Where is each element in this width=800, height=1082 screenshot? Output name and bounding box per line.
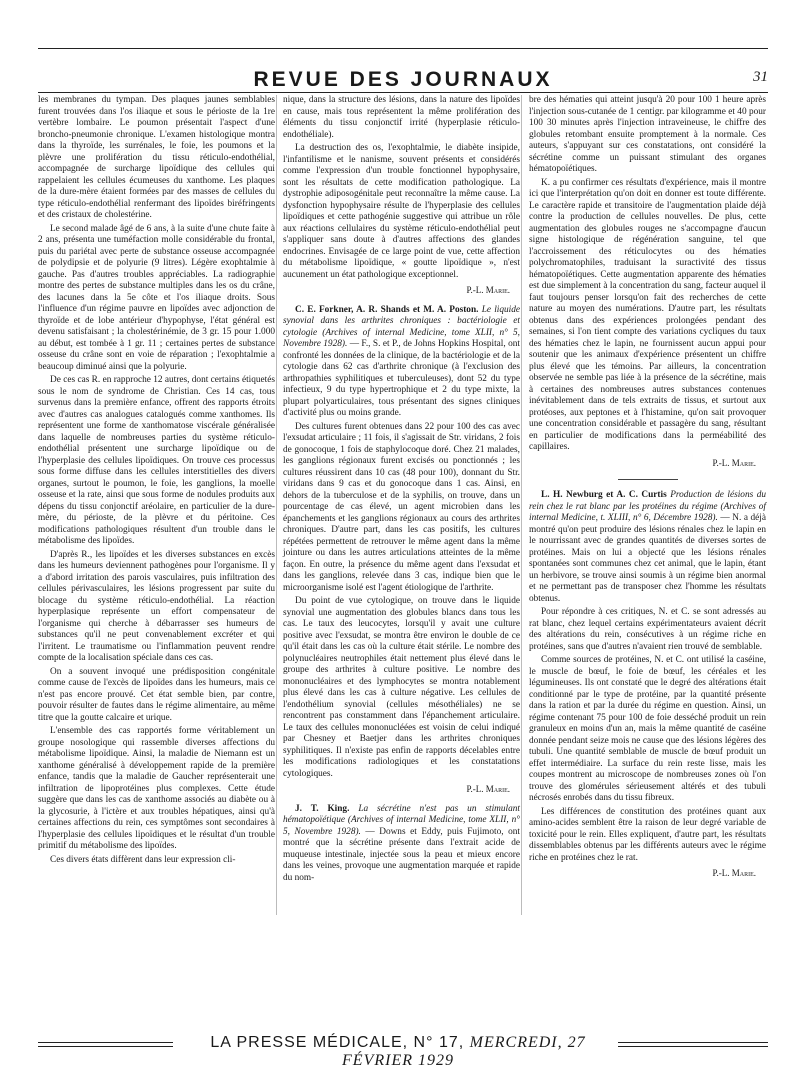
article-forkner bbox=[283, 305, 520, 420]
paragraph: Comme sources de protéines, N. et C. ont utilisé la caséine, le muscle de bœuf, le foie de bœuf, les céréales et les légumineuses. Ils ont constaté que le degré des altérations était conditionné par le type de protéine, par la quantité présente dans la ration et par la durée du régime en question. Ainsi, un régime contenant 75 pour 100 de foie desséché produit un rein granuleux en moins d'un an, mais la même quantité de caséine donnée pendant seize mois ne cause que des lésions légères des tubuli. Une quantité semblable de muscle de bœuf produit un effet intermédiaire. La surface du rein reste lisse, mais les coupes montrent au microscope de nombreuses zones où l'on trouve des glomérules sérieusement altérés et des tubuli nécrosés enrobés dans du tissu fibreux. bbox=[529, 655, 766, 803]
article-newburg bbox=[529, 490, 766, 605]
paragraph: La destruction des os, l'exophtalmie, le diabète insipide, l'infantilisme et le nanisme, souvent présents et considérés comme l'expression d'un trouble fonctionnel hypophysaire, sont les résultats de cette modification pathologique. La dystrophie adiposogénitale peut reconnaître la même cause. La dysfonction hypophysaire résulte de l'hyperplasie des cellules lipoïdiques et cette pathogénie suggestive qui attribue un rôle aux réactions cellulaires du système réticulo-endothélial peut s'appliquer sans doute à d'autres affections des glandes endocrines. Envisagée de ce large point de vue, cette affection du métabolisme lipoïdique, « goutte lipoïdique », n'est aucunement un état pathologique exceptionnel. bbox=[283, 143, 520, 280]
column-3 bbox=[529, 95, 766, 888]
article-source: (Archives of internal Medicine, tome XLII, n° 5, Novembre 1928). bbox=[283, 815, 521, 837]
paragraph: D'après R., les lipoïdes et les diverses substances en excès dans les humeurs deviennent pathogènes pour l'organisme. Il y a d'abord irritation des parois vasculaires, puis infiltration des cellules périvasculaires, les lésions progressent par suite du blocage du système réticulo-endothélial. La réaction hyperplasique représente un effort compensateur de l'organisme qui cherche à débarrasser ses humeurs de substances qu'il ne peut convenablement excréter et qui l'irritent. Le traumatisme ou l'inflammation peuvent rendre compte de la localisation spéciale dans ces cas. bbox=[38, 549, 275, 663]
header-rule-bottom bbox=[38, 92, 768, 93]
article-authors: C. E. Forkner, A. R. Shands et M. A. Poston. bbox=[295, 304, 479, 315]
article-title: Production de lésions du rein chez le rat blanc par les protéines du régime bbox=[529, 490, 766, 512]
page-header bbox=[38, 26, 768, 91]
article-title: La sécrétine n'est pas un stimulant hématopoïétique bbox=[283, 803, 520, 825]
footer-rule-left bbox=[38, 1042, 173, 1047]
article-source: (Archives of internal Medicine, tome XLII, n° 5, Novembre 1928). bbox=[283, 327, 521, 349]
paragraph: Ces divers états diffèrent dans leur expression cli- bbox=[50, 854, 236, 865]
article-authors: L. H. Newburg et A. C. Curtis bbox=[541, 490, 667, 500]
article-king bbox=[283, 804, 520, 885]
footer-date: MERCREDI, 27 FÉVRIER 1929 bbox=[342, 1034, 586, 1069]
column-1 bbox=[38, 95, 275, 868]
paragraph: L'ensemble des cas rapportés forme véritablement un groupe nosologique qui rassemble diverses affections du métabolisme lipoïdique. Ainsi, la maladie de Niemann est un xanthome généralisé à développement rapide de la première enfance, tandis que la maladie de Gaucher représenterait une infiltration de lipoprotéines plus complexes. Cette étude suggère que dans les cas de xanthome associés au diabète ou à la glycosurie, à l'ictère et aux troubles hépatiques, ainsi qu'à certaines affections du rein, ces symptômes sont secondaires à l'hyperplasie des cellules lipoïdiques et le résultat d'un trouble primitif du métabolisme des lipoïdes. bbox=[38, 726, 275, 851]
column-2 bbox=[283, 95, 520, 886]
paragraph: Les différences de constitution des protéines quant aux amino-acides semblent être la raison de leur degré variable de toxicité pour le rein. Elles expliquent, d'autre part, les résultats dissemblables obtenus par les différents auteurs avec le régime riche en protéines chez le rat. bbox=[529, 806, 766, 863]
signature: P.-L. Marie. bbox=[466, 285, 510, 295]
article-lead: — N. a déjà montré qu'on peut produire des lésions rénales chez le lapin en le nourrissant avec de grandes quantités de diverses sortes de protéines. Mais on lui a objecté que les lésions rénales spontanées sont communes chez cet animal, que le lapin, étant un herbivore, se trouve ainsi soumis à un régime bien anormal et ne permettant pas de transposer chez l'homme les résultats obtenus. bbox=[529, 513, 767, 604]
section-divider bbox=[618, 479, 678, 480]
paragraph: De ces cas R. en rapproche 12 autres, dont certains étiquetés sous le nom de syndrome de Christian. Ces 14 cas, tous survenus dans la première enfance, offrent des rapports étroits avec d'autres cas analogues catalogués comme xanthomes. Ils représentent une forme de xanthomatose viscérale généralisée dans laquelle de nombreuses parties du système réticulo-endothélial présentent une surcharge lipoïdique ou de l'hyperplasie des cellules lipoïdiques. On trouve ces processus sous forme diffuse dans les cellules interstitielles des divers organes, surtout le poumon, le foie, les ganglions, la moelle osseuse et la rate, ainsi que sous forme de nodules produits aux dépens du tissu conjonctif aréolaire, en particulier de la dure-mère, du périoste, de la plèvre et du péritoine. Ces modifications pathologiques résultent d'un trouble dans le métabolisme des lipoïdes. bbox=[38, 375, 275, 546]
signature: P.-L. Marie. bbox=[712, 457, 756, 468]
paragraph: Des cultures furent obtenues dans 22 pour 100 des cas avec l'exsudat articulaire ; 11 fois, il s'agissait de Str. viridans, 2 fois de gonocoque, 1 fois de staphylocoque doré. Chez 21 malades, les ganglions régionaux furent excisés ou ponctionnés ; les cultures réussirent dans 10 cas (48 pour 100), donnant du Str. viridans dans 9 cas et du gonocoque dans 1 cas. Ainsi, en dehors de la tuberculose et de la syphilis, on trouve, dans un pourcentage de cas élevé, un agent microbien dans les épanchements et les ganglions régionaux au cours des arthrites chroniques. D'autre part, dans les cas positifs, les cultures répétées permettent de retrouver le même agent dans la même jointure ou dans les autres articulations atteintes de la même façon. En outre, la présence du même agent dans l'exsudat et dans les ganglions, relevée dans 3 cas, indique bien que le microorganisme isolé est l'agent étiologique de l'arthrite. bbox=[283, 421, 520, 593]
paragraph: bre des hématies qui atteint jusqu'à 20 pour 100 1 heure après l'injection sous-cutanée de 1 centigr. par kilogramme et 40 pour 100 30 minutes après l'injection intraveineuse, le chiffre des globules retombant ensuite promptement à la normale. Ces auteurs, s'appuyant sur ces constatations, ont considéré la sécrétine comme un puissant stimulant des organes hématopoïétiques. bbox=[529, 95, 766, 174]
page-footer bbox=[38, 1034, 768, 1069]
running-title: REVUE DES JOURNAUX bbox=[253, 68, 553, 91]
column-divider bbox=[521, 95, 522, 915]
article-source: (Archives of internal Medicine, t. XLIII, n° 6, Décembre 1928). bbox=[529, 501, 766, 523]
signature: P.-L. Marie. bbox=[712, 868, 756, 878]
article-title: Le liquide synovial dans les arthrites chroniques : bactériologie et cytologie bbox=[283, 304, 521, 338]
paragraph: Pour répondre à ces critiques, N. et C. se sont adressés au rat blanc, chez lequel certains expérimentateurs avaient décrit des altérations du rein, consécutives à un régime riche en protéines, sans que d'autres n'avaient rien trouvé de semblable. bbox=[529, 607, 766, 652]
article-authors: J. T. King. bbox=[295, 803, 350, 814]
footer-journal: LA PRESSE MÉDICALE, N° 17, bbox=[210, 1034, 465, 1051]
paragraph: les membranes du tympan. Des plaques jaunes semblables furent trouvées dans l'os iliaque et sous le périoste de la 1re vertèbre lombaire. Le poumon présentait l'aspect d'une broncho-pneumonie chronique. L'examen histologique montra dans la thyroïde, les surrénales, le foie, les poumons et la plèvre une prolifération du tissu réticulo-endothélial, accompagnée de surcharge lipoïdique des cellules qui rappelaient les cellules écumeuses du xanthome. Les plaques de la dure-mère étaient formées par des masses de cellules du type réticulo-endothélial renfermant des lipoïdes biréfringents et des cristaux de cholestérine. bbox=[38, 95, 275, 220]
paragraph: Le second malade âgé de 6 ans, à la suite d'une chute faite à 2 ans, présenta une tuméfaction molle considérable du frontal, puis du pariétal avec perte de substance osseuse accompagnée de polydipsie et de polyurie (9 litres). Légère exophtalmie à gauche. Pas d'autres troubles appréciables. La radiographie montre des pertes de substance multiples dans les os du crâne, des lacunes dans la 5e côte et l'os iliaque droits. Sous l'influence d'un régime pauvre en lipoïdes avec adjonction de thyroïde et de lobe antérieur d'hypophyse, l'état général est devenu satisfaisant ; la cholestérinémie, de 3 gr. 15 pour 1.000 au début, est tombée à 1 gr. 11 ; certaines pertes de substance osseuse du crâne sont en voie de réparation ; l'exophtalmie a beaucoup diminué ainsi que la polyurie. bbox=[38, 223, 275, 372]
paragraph: K. a pu confirmer ces résultats d'expérience, mais il montre ici que l'interprétation qu'on doit en donner est toute différente. Le caractère rapide et transitoire de l'augmentation plaide déjà contre la production de cellules nouvelles. De plus, cette augmentation des globules rouges ne s'accompagne d'aucun signe histologique de régénération sanguine, tel que l'accroissement des réticulocytes ou des hématies polychromatophiles, traduisant la suractivité des tissus hématopoïétiques. Cette augmentation apparente des hématies est due simplement à la concentration du sang, facteur auquel il faut toujours penser lorsqu'on fait des recherches de cette nature au moyen des numérations. D'autre part, les résultats obtenus dans des expériences prolongées pendant des semaines, si l'on tient compte des variations cycliques du taux des hématies chez le lapin, ne fournissent aucun appui pour soutenir que les animaux d'expérience présentent un chiffre plus élevé que les témoins. Par ailleurs, la concentration observée ne semble pas liée à la présence de la sécrétine, mais à certaines des nombreuses autres substances contenues inévitablement dans de tels extraits de tissus, et surtout aux protéoses, aux peptones et à l'histamine, qu'on sait provoquer une concentration considérable et passagère du sang, résultant en particulier de modifications dans la perméabilité des capillaires. bbox=[529, 177, 766, 452]
paragraph: Du point de vue cytologique, on trouve dans le liquide synovial une augmentation des globules blancs dans tous les cas. Le taux des leucocytes, lorsqu'il y avait une culture positive avec l'exsudat, se montra être environ le double de ce qu'il était dans les cas où la culture était stérile. Le nombre des polynucléaires neutrophiles était nettement plus élevé dans le groupe des arthrites à culture positive. Le nombre des mononucléaires et des lymphocytes se montra notablement plus élevé dans les cas à culture négative. Les cellules de l'endothélium synovial (cellules mésothéliales) ne se rencontrent pas constamment dans l'épanchement articulaire. Le taux des cellules mononucléées est voisin de celui indiqué par Chesney et Baetjer dans les arthrites chroniques syphilitiques. Il n'existe pas enfin de rapports décelables entre les modifications radiologiques et les constatations cytologiques. bbox=[283, 596, 520, 779]
header-rule-top bbox=[38, 48, 768, 49]
paragraph: nique, dans la structure des lésions, dans la nature des lipoïdes en cause, mais tous représentent la même prolifération des éléments du tissu conjonctif irrité (hyperplasie réticulo-endothéliale). bbox=[283, 95, 520, 140]
article-lead: — Downs et Eddy, puis Fujimoto, ont montré que la sécrétine présente dans l'extrait acide de muqueuse intestinale, injectée sous la peau et mieux encore dans les veines, provoque une augmentation marquée et rapide du nom- bbox=[283, 826, 521, 883]
column-divider bbox=[276, 95, 277, 915]
footer-text bbox=[178, 1034, 618, 1070]
footer-rule-right bbox=[618, 1042, 768, 1047]
signature: P.-L. Marie. bbox=[466, 784, 510, 794]
paragraph: On a souvent invoqué une prédisposition congénitale comme cause de l'excès de lipoïdes dans les humeurs, mais ce n'est pas encore prouvé. Cet état semble bien, par contre, pouvoir résulter de fautes dans le régime alimentaire, au même titre que la goutte calcaire et urique. bbox=[38, 666, 275, 723]
page-number: 31 bbox=[753, 69, 768, 85]
article-lead: — F., S. et P., de Johns Hopkins Hospital, ont confronté les données de la clinique, de la bactériologie et de la cytologie dans 62 cas d'arthrite chronique (à l'exclusion des arthropathies syphilitiques et tuberculeuses), dont 52 du type infectieux, 9 du type hypertrophique et 2 du type mixte, la plupart polyarticulaires, tous présentant des signes cliniques d'activité plus ou moins grande. bbox=[283, 339, 520, 418]
